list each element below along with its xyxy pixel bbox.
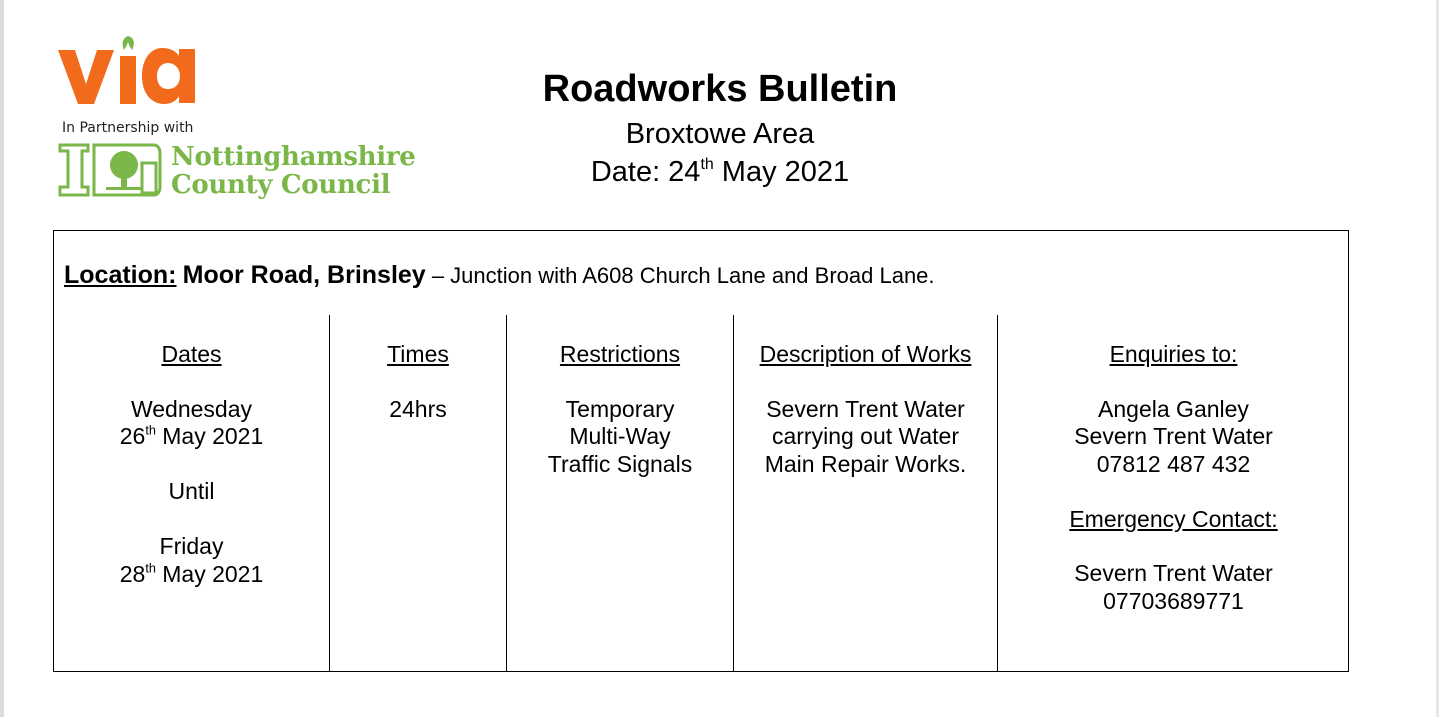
location-label: Location:: [64, 261, 177, 289]
end-date-rest: May 2021: [155, 560, 264, 587]
date-prefix: Date: 24: [590, 156, 701, 188]
end-date-num: 28: [119, 560, 146, 587]
restriction-line: Traffic Signals: [547, 450, 693, 477]
restriction-line: Temporary: [565, 395, 675, 422]
start-date-rest: May 2021: [155, 423, 264, 449]
restrictions-column: [507, 341, 733, 478]
restriction-line: Multi-Way: [569, 423, 671, 449]
ncc-logo-mark: [58, 143, 162, 197]
partnership-text: In Partnership with: [62, 120, 194, 136]
description-line: carrying out Water: [771, 423, 960, 449]
times-value: 24hrs: [389, 395, 447, 422]
ncc-wordmark: [171, 143, 416, 199]
start-date: [54, 423, 329, 451]
enquiries-column: [998, 341, 1349, 615]
enquiry-contact-name: Angela Ganley: [1098, 395, 1249, 422]
start-day: Wednesday: [130, 395, 253, 422]
emergency-phone: 07703689771: [1103, 587, 1244, 614]
page-frame-left: [0, 0, 4, 717]
until-text: Until: [168, 478, 215, 504]
location-detail: – Junction with A608 Church Lane and Broad Lane.: [425, 263, 935, 288]
date-suffix: May 2021: [713, 156, 850, 188]
date-suffix-sup: th: [700, 156, 714, 174]
emergency-header: Emergency Contact:: [1069, 505, 1278, 532]
times-column: [330, 341, 506, 423]
description-line: Main Repair Works.: [764, 450, 967, 477]
roadworks-table: [53, 230, 1349, 672]
via-logo: [58, 32, 198, 108]
emergency-organisation: Severn Trent Water: [1074, 560, 1273, 586]
end-day: Friday: [159, 533, 224, 559]
enquiries-header: Enquiries to:: [1109, 341, 1238, 367]
bulletin-area: Broxtowe Area: [625, 118, 815, 150]
end-date: [54, 561, 329, 589]
bulletin-date: [420, 156, 1020, 189]
dates-column: [54, 341, 329, 588]
location-place: Moor Road, Brinsley: [182, 261, 426, 289]
ncc-name-line2: County Council: [171, 170, 391, 200]
description-header: Description of Works: [759, 341, 972, 367]
enquiry-organisation: Severn Trent Water: [1074, 423, 1273, 449]
start-date-num: 26: [119, 423, 146, 449]
restrictions-header: Restrictions: [559, 341, 681, 367]
bulletin-title: Roadworks Bulletin: [542, 68, 898, 110]
enquiry-phone: 07812 487 432: [1096, 450, 1251, 477]
description-line: Severn Trent Water: [766, 395, 965, 422]
ncc-name-line1: Nottinghamshire: [171, 142, 416, 172]
location-row: [64, 261, 935, 290]
start-date-sup: th: [145, 423, 156, 438]
dates-header: Dates: [161, 341, 222, 367]
times-header: Times: [387, 341, 449, 367]
end-date-sup: th: [145, 561, 156, 576]
description-column: [734, 341, 997, 478]
